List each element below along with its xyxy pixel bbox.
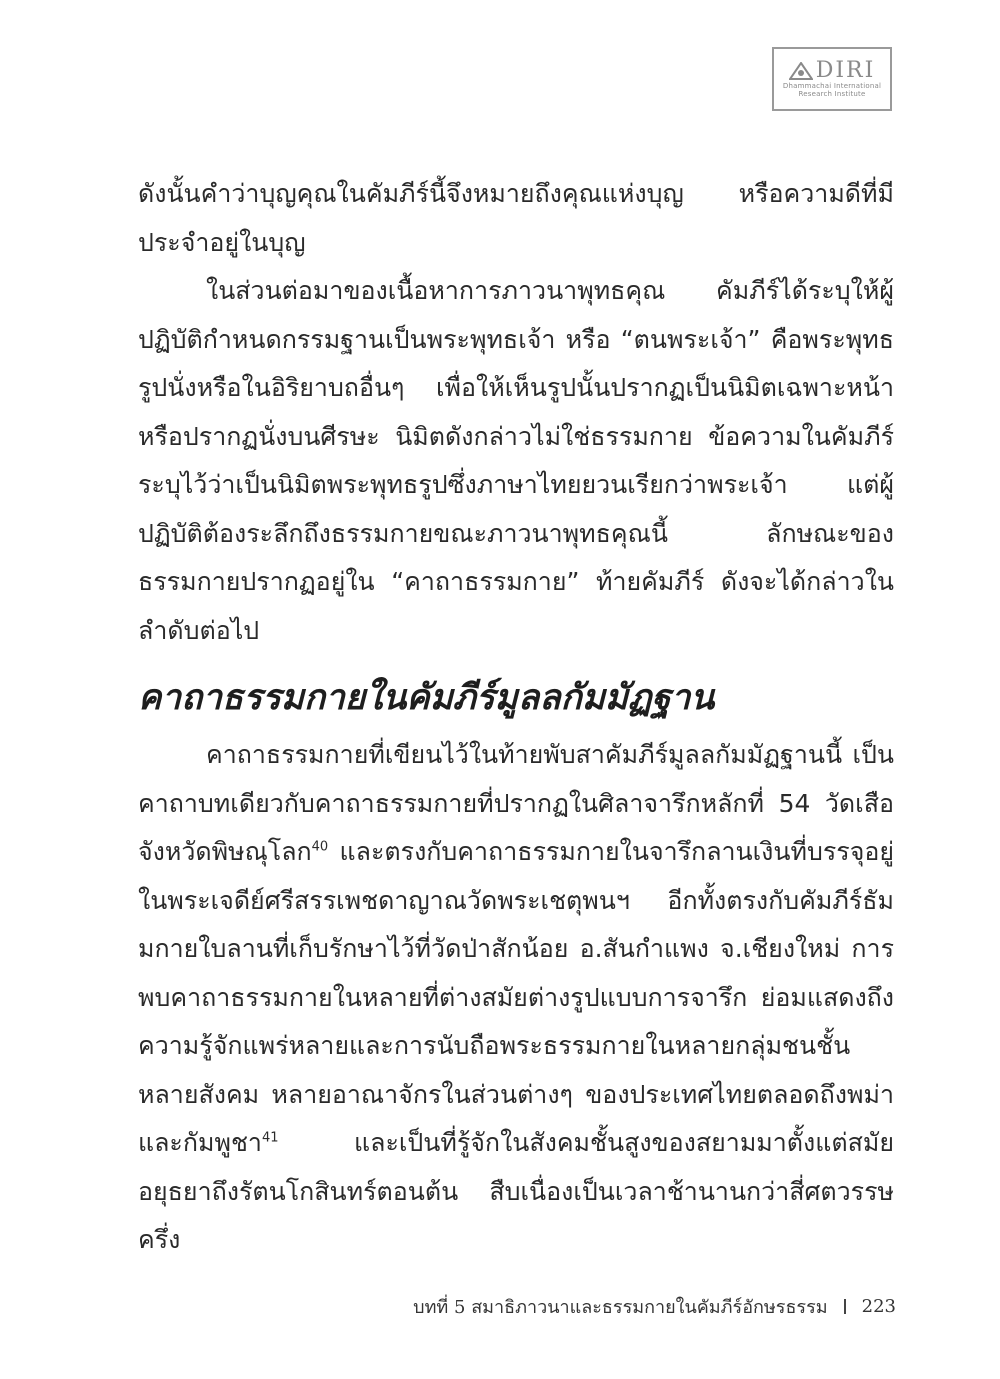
triangle-emblem-icon — [789, 62, 813, 80]
footer-separator — [844, 1299, 846, 1314]
logo-wordmark: DIRI — [815, 58, 876, 83]
section-heading: คาถาธรรมกายในคัมภีร์มูลลกัมมัฏฐาน — [138, 678, 715, 718]
page-number: 223 — [861, 1296, 896, 1317]
paragraph-2: ในส่วนต่อมาของเนื้อหาการภาวนาพุทธคุณ คัมภีร์ได้ระบุให้ผู้ปฏิบัติกำหนดกรรมฐานเป็นพระพุทธเจ้า หรือ “ตนพระเจ้า” คือพระพุทธรูปนั่งหรือในอิริยาบถอื่นๆ เพื่อให้เห็นรูปนั้นปรากฏเป็นนิมิตเฉพาะหน้าหรือปรากฏนั่งบนศีรษะ นิมิตดังกล่าวไม่ใช่ธรรมกาย ข้อความในคัมภีร์ระบุไว้ว่าเป็นนิมิตพระพุทธรูปซึ่งภาษาไทยยวนเรียกว่าพระเจ้า แต่ผู้ปฏิบัติต้องระลึกถึงธรรมกายขณะภาวนาพุทธคุณนี้ ลักษณะของธรรมกายปรากฏอยู่ใน “คาถาธรรมกาย” ท้ายคัมภีร์ ดังจะได้กล่าวในลำดับต่อไป — [138, 276, 894, 645]
chapter-title: บทที่ 5 สมาธิภาวนาและธรรมกายในคัมภีร์อักษรธรรม — [413, 1297, 828, 1318]
paragraph-3-part-a: คาถาธรรมกายที่เขียนไว้ในท้ายพับสาคัมภีร์มูลลกัมมัฏฐานนี้ เป็นคาถาบทเดียวกับคาถาธรรมกายที่ปรากฏในศิลาจารึกหลักที่ 54 วัดเสือ จังหวัดพิษณุโลก — [138, 740, 894, 866]
logo-subtitle-line1: Dhammachai International — [782, 82, 882, 90]
logo-subtitle-line2: Research Institute — [798, 90, 866, 98]
paragraph-3-part-c: และเป็นที่รู้จักในสังคมชั้นสูงของสยามมาตั้งแต่สมัยอยุธยาถึงรัตนโกสินทร์ตอนต้น สืบเนื่องเป็นเวลาช้านานกว่าสี่ศตวรรษครึ่ง — [138, 1128, 894, 1254]
paragraph-3-part-b: และตรงกับคาถาธรรมกายในจารึกลานเงินที่บรรจุอยู่ในพระเจดีย์ศรีสรรเพชดาญาณวัดพระเชตุพนฯ อีกทั้งตรงกับคัมภีร์ธัมมกายใบลานที่เก็บรักษาไว้ที่วัดป่าสักน้อย อ.สันกำแพง จ.เชียงใหม่ การพบคาถาธรรมกายในหลายที่ต่างสมัยต่างรูปแบบการจารึก ย่อมแสดงถึงความรู้จักแพร่หลายและการนับถือพระธรรมกายในหลายกลุ่มชนชั้น หลายสังคม หลายอาณาจักรในส่วนต่างๆ ของประเทศไทยตลอดถึงพม่าและกัมพูชา — [138, 837, 894, 1157]
page-footer — [413, 1292, 896, 1321]
logo-top — [789, 60, 876, 82]
footnote-ref-40: 40 — [311, 839, 329, 855]
diri-logo — [772, 47, 892, 111]
page-body — [138, 170, 894, 1265]
paragraph-3 — [138, 731, 894, 1265]
footnote-ref-41: 41 — [261, 1130, 279, 1146]
paragraph-1: ดังนั้นคำว่าบุญคุณในคัมภีร์นี้จึงหมายถึงคุณแห่งบุญ หรือความดีที่มีประจำอยู่ในบุญ — [138, 179, 894, 257]
